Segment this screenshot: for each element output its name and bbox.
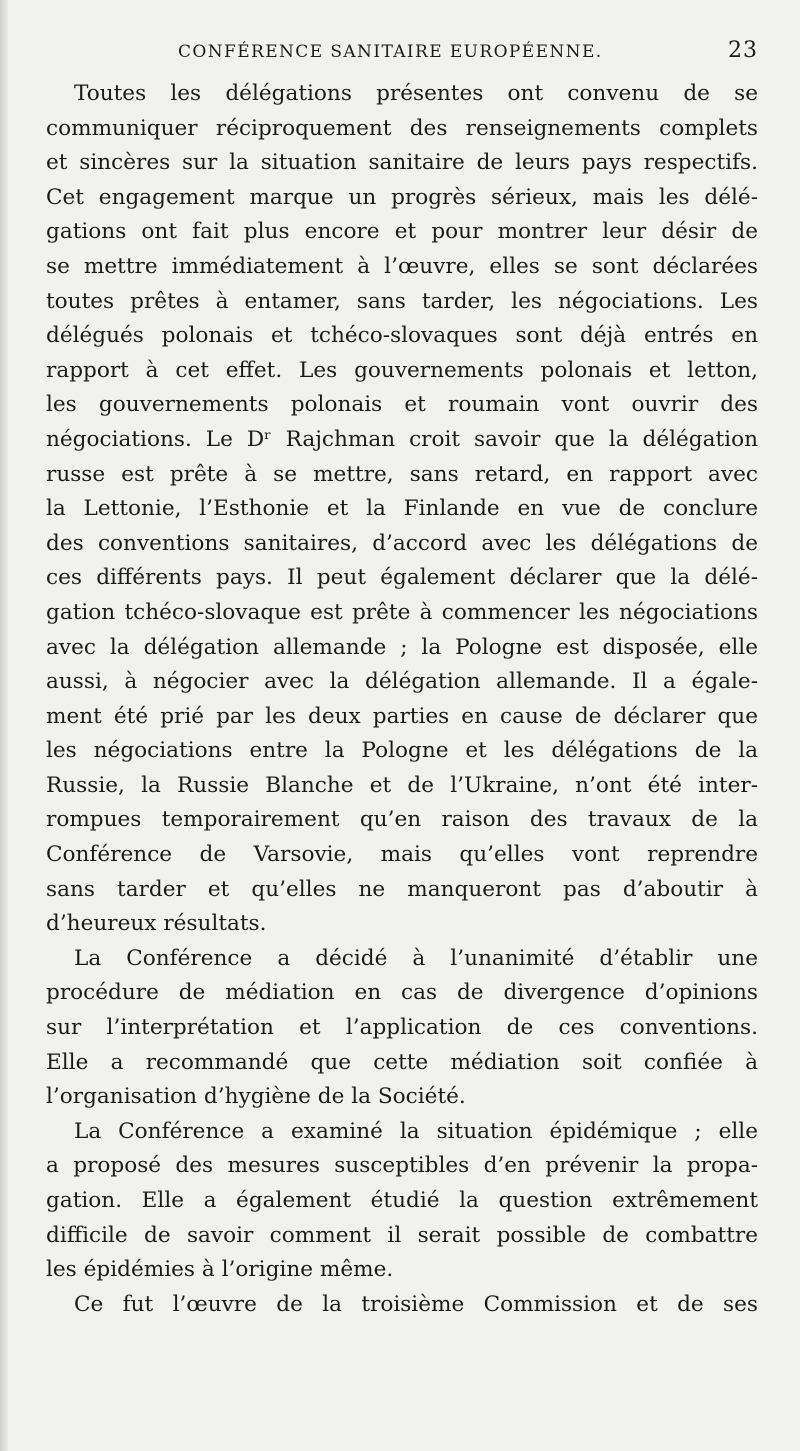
text-line: les gouvernements polonais et roumain vont ouvrir des — [46, 392, 758, 418]
text-line: La Conférence a examiné la situation épidémique ; elle — [74, 1118, 758, 1144]
text-line: Russie, la Russie Blanche et de l’Ukraine, n’ont été inter- — [46, 772, 758, 798]
text-line: difficile de savoir comment il serait possible de combattre — [46, 1222, 758, 1248]
text-line: sans tarder et qu’elles ne manqueront pas d’aboutir à — [46, 876, 758, 902]
text-line: Conférence de Varsovie, mais qu’elles vont reprendre — [46, 842, 758, 868]
page-binding-edge — [0, 0, 8, 1451]
running-title: CONFÉRENCE SANITAIRE EUROPÉENNE. — [178, 42, 603, 62]
text-line: gation tchéco-slovaque est prête à commencer les négociations — [46, 599, 758, 625]
text-line: rompues temporairement qu’en raison des travaux de la — [46, 807, 758, 833]
text-line: et sincères sur la situation sanitaire de leurs pays respectifs. — [46, 150, 758, 176]
text-line: l’organisation d’hygiène de la Société. — [46, 1084, 466, 1110]
text-line: sur l’interprétation et l’application de ces conventions. — [46, 1015, 758, 1041]
running-header — [46, 40, 758, 70]
text-line: russe est prête à se mettre, sans retard, en rapport avec — [46, 461, 758, 487]
text-line: ment été prié par les deux parties en cause de déclarer que — [46, 703, 758, 729]
text-line: gation. Elle a également étudié la question extrêmement — [46, 1188, 758, 1213]
page-number: 23 — [728, 38, 758, 63]
text-line: d’heureux résultats. — [46, 911, 267, 937]
text-line: des conventions sanitaires, d’accord avec les délégations de — [46, 530, 758, 556]
text-line: aussi, à négocier avec la délégation allemande. Il a égale- — [46, 669, 758, 695]
text-line: ces différents pays. Il peut également déclarer que la délé- — [46, 565, 758, 591]
text-line: communiquer réciproquement des renseignements complets — [46, 115, 758, 141]
text-line: avec la délégation allemande ; la Pologne est disposée, elle — [46, 634, 758, 660]
paragraph-1 — [46, 77, 758, 942]
text-line: les épidémies à l’origine même. — [46, 1257, 394, 1283]
text-line: a proposé des mesures susceptibles d’en prévenir la propa- — [46, 1153, 758, 1179]
text-line: la Lettonie, l’Esthonie et la Finlande en vue de conclure — [46, 496, 758, 522]
text-line: négociations. Le Dʳ Rajchman croit savoir que la délégation — [46, 426, 758, 452]
text-line: gations ont fait plus encore et pour montrer leur désir de — [46, 219, 758, 245]
text-line: procédure de médiation en cas de divergence d’opinions — [46, 980, 758, 1006]
text-line: se mettre immédiatement à l’œuvre, elles se sont déclarées — [46, 253, 758, 279]
paragraph-3 — [46, 1115, 758, 1288]
body-text — [46, 77, 758, 1322]
text-line: Ce fut l’œuvre de la troisième Commission et de ses — [74, 1291, 758, 1317]
text-line: délégués polonais et tchéco-slovaques sont déjà entrés en — [46, 323, 758, 349]
text-line: Cet engagement marque un progrès sérieux, mais les délé- — [46, 184, 758, 210]
text-line: rapport à cet effet. Les gouvernements polonais et letton, — [46, 357, 758, 383]
text-line: Elle a recommandé que cette médiation soit confiée à — [46, 1049, 758, 1075]
text-line: les négociations entre la Pologne et les délégations de la — [46, 738, 758, 764]
paragraph-4 — [46, 1288, 758, 1323]
text-line: Toutes les délégations présentes ont convenu de se — [74, 81, 758, 106]
text-line: La Conférence a décidé à l’unanimité d’établir une — [74, 945, 758, 971]
paragraph-2 — [46, 942, 758, 1115]
text-line: toutes prêtes à entamer, sans tarder, les négociations. Les — [46, 288, 758, 314]
